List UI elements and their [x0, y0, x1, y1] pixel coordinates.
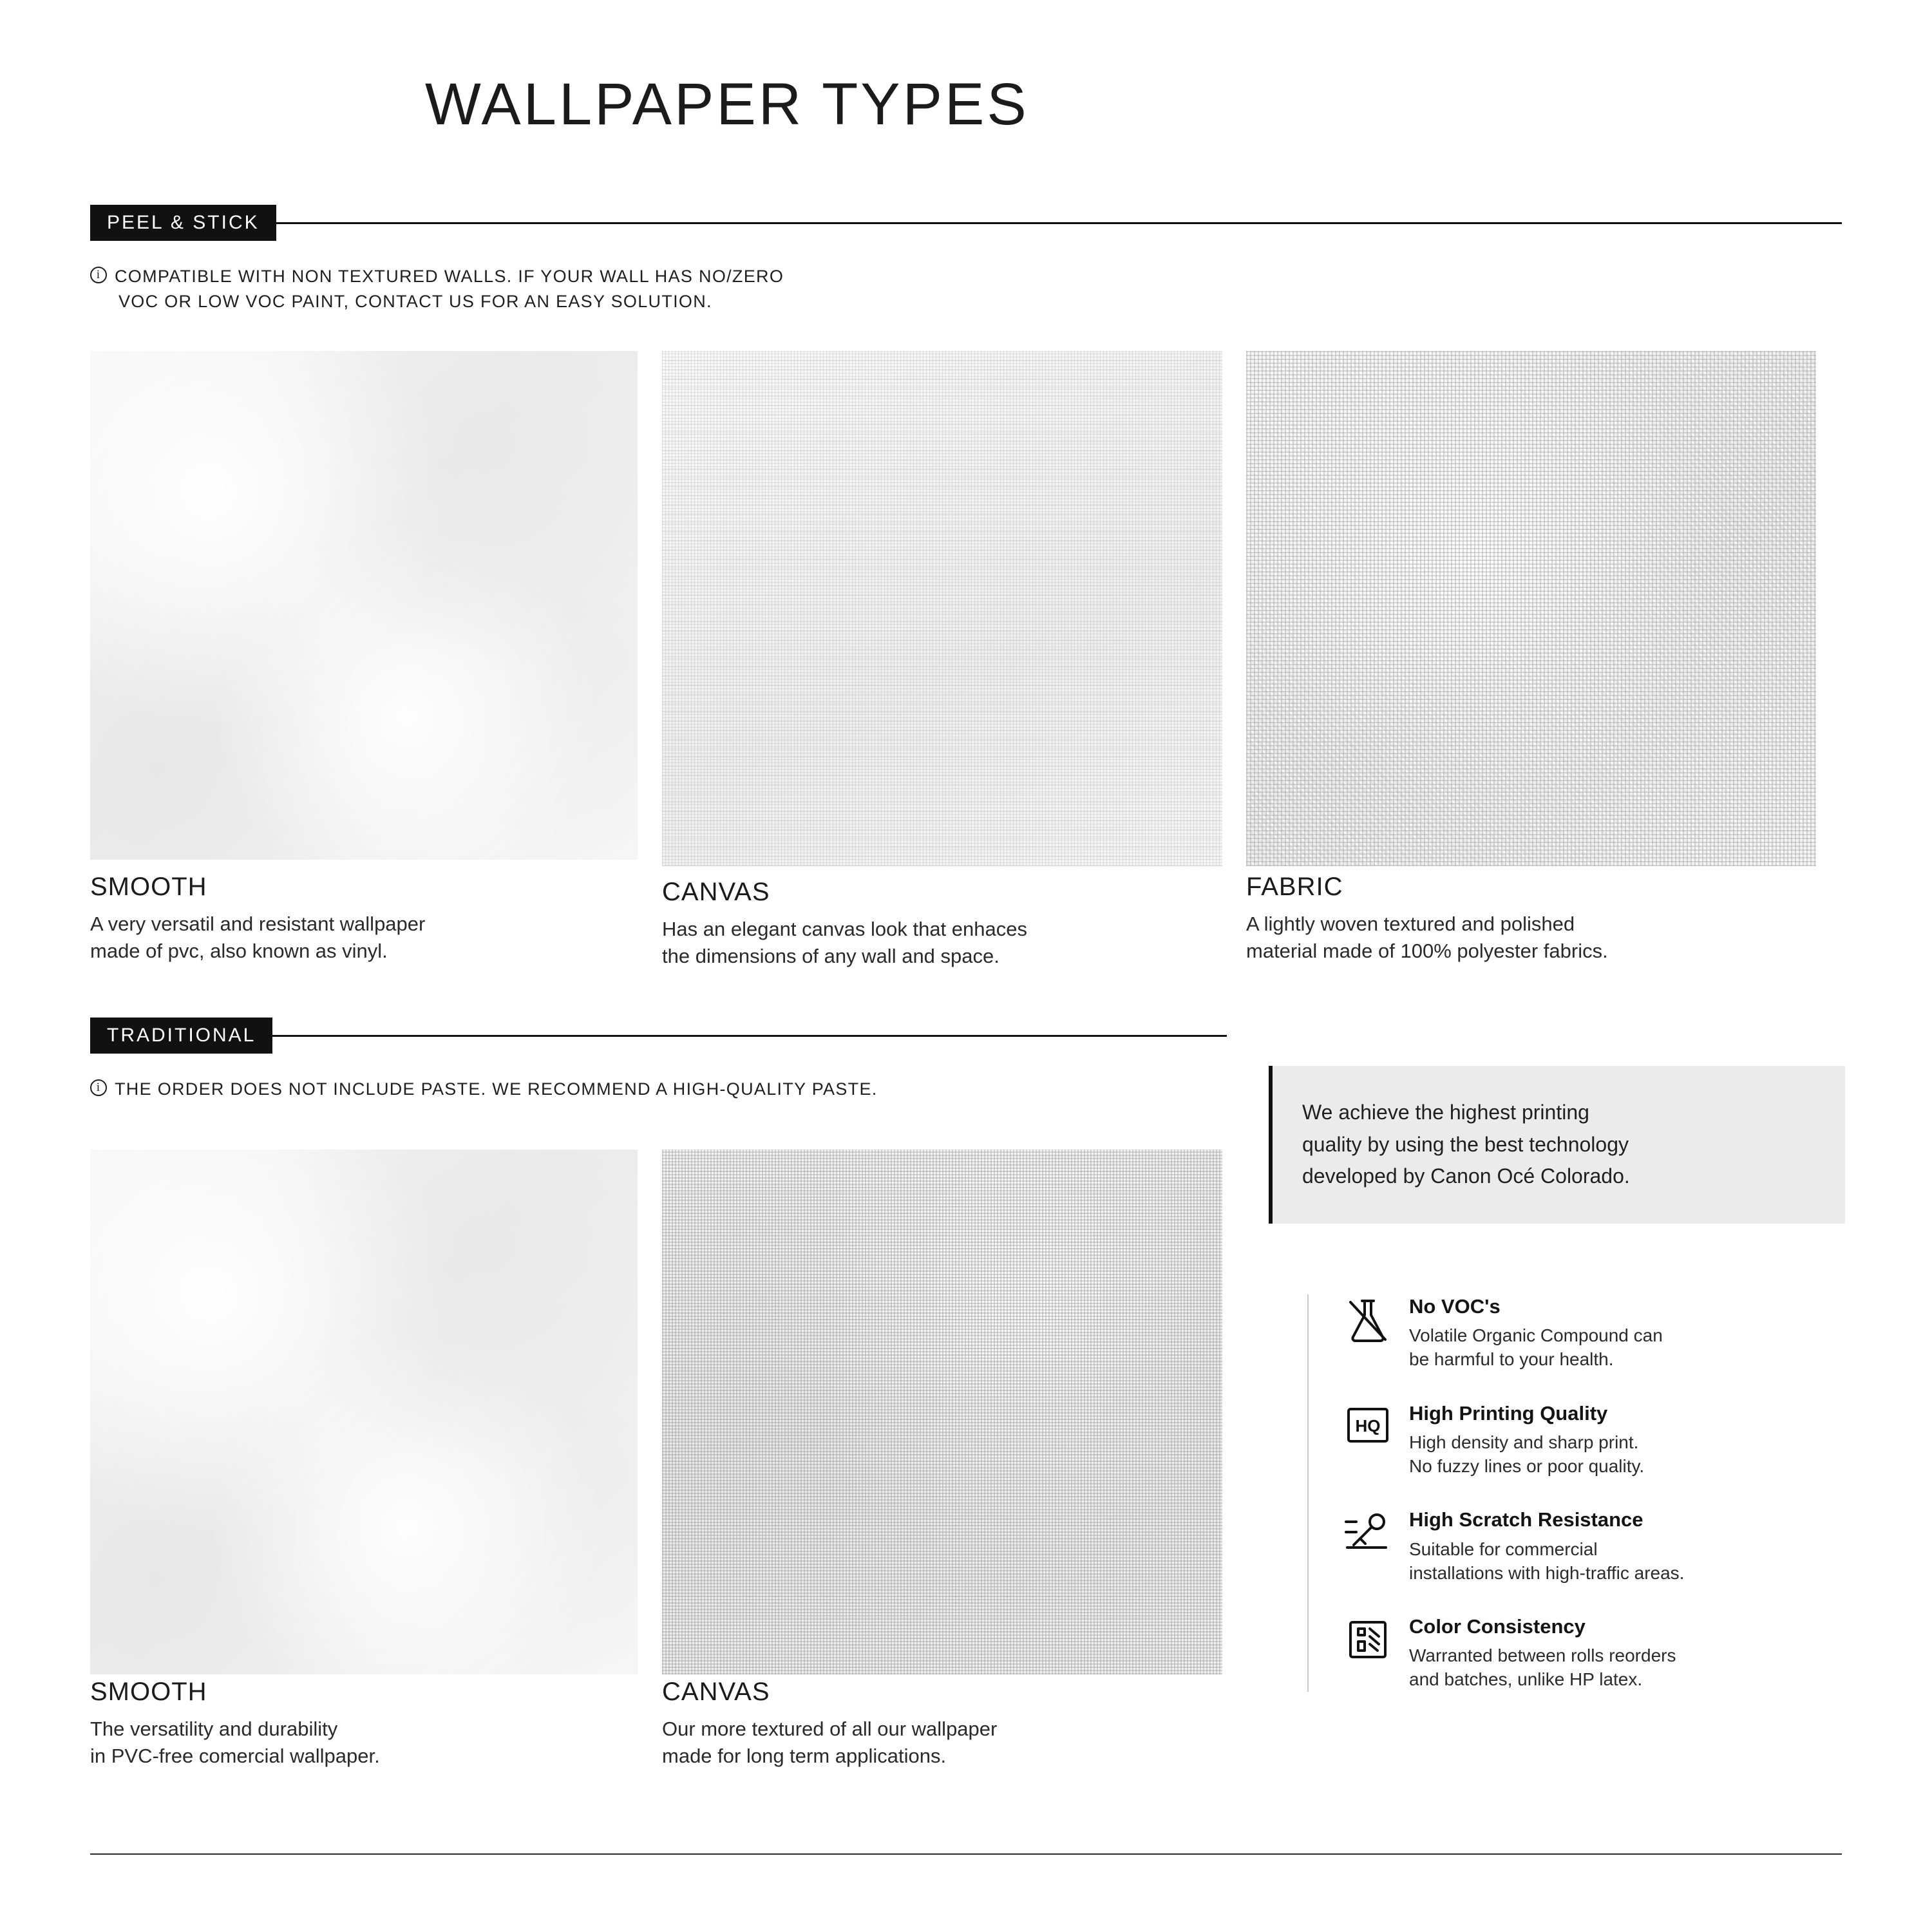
feature-description-line-1: Suitable for commercial: [1409, 1539, 1598, 1559]
feature-item-high-scratch-resistance: [1309, 1508, 1880, 1585]
swatch-caption-canvas-peel: [662, 878, 1222, 970]
swatch-description-line-2: material made of 100% polyester fabrics.: [1246, 939, 1608, 962]
swatch-caption-canvas-traditional: [662, 1678, 1242, 1770]
feature-description-line-2: and batches, unlike HP latex.: [1409, 1669, 1643, 1690]
swatch-caption-smooth-peel: [90, 873, 625, 965]
swatch-title: SMOOTH: [90, 873, 207, 901]
section-header-traditional: [90, 1018, 1227, 1054]
swatch-image-smooth-peel: [90, 351, 638, 860]
swatch-description-line-1: The versatility and durability: [90, 1718, 338, 1740]
feature-description-line-1: Volatile Organic Compound can: [1409, 1325, 1663, 1346]
section-tag-peel-and-stick: PEEL & STICK: [90, 205, 276, 241]
swatch-description: [662, 916, 1222, 970]
swatch-description-line-2: in PVC-free comercial wallpaper.: [90, 1744, 380, 1767]
swatch-title: CANVAS: [662, 1678, 770, 1706]
swatch-description: [662, 1716, 1242, 1770]
feature-description: [1409, 1430, 1880, 1478]
swatch-image-canvas-peel: [662, 351, 1222, 866]
section-divider: [276, 222, 1842, 224]
feature-description-line-2: installations with high-traffic areas.: [1409, 1562, 1685, 1583]
quote-line-1: We achieve the highest printing: [1302, 1101, 1589, 1124]
swatch-caption-smooth-traditional: [90, 1678, 625, 1770]
swatch-description-line-1: Our more textured of all our wallpaper: [662, 1718, 998, 1740]
swatch-description: [90, 1716, 625, 1770]
info-icon: [90, 265, 107, 290]
footer-divider: [90, 1853, 1842, 1855]
page-title: WALLPAPER TYPES: [425, 71, 1029, 137]
feature-description-line-2: No fuzzy lines or poor quality.: [1409, 1456, 1645, 1477]
swatch-description-line-1: A lightly woven textured and polished: [1246, 913, 1575, 935]
swatch-description: [90, 911, 625, 965]
section-header-peel-and-stick: [90, 205, 1842, 241]
swatch-title: CANVAS: [662, 878, 770, 906]
feature-description-line-1: Warranted between rolls reorders: [1409, 1645, 1676, 1666]
feature-title: High Scratch Resistance: [1409, 1508, 1643, 1531]
quote-text: [1269, 1071, 1662, 1218]
note-peel-and-stick: [90, 264, 1185, 314]
swatch-image-smooth-traditional: [90, 1150, 638, 1674]
feature-title: High Printing Quality: [1409, 1401, 1608, 1425]
section-tag-traditional: TRADITIONAL: [90, 1018, 272, 1054]
feature-description: [1409, 1537, 1880, 1585]
feature-description-line-1: High density and sharp print.: [1409, 1432, 1639, 1452]
hq-print-icon: [1343, 1401, 1392, 1446]
feature-item-no-voc: [1309, 1294, 1880, 1372]
swatch-title: SMOOTH: [90, 1678, 207, 1706]
quote-accent-bar: [1269, 1066, 1273, 1224]
feature-item-color-consistency: [1309, 1615, 1880, 1692]
note-text: THE ORDER DOES NOT INCLUDE PASTE. WE RECOMMEND A HIGH-QUALITY PASTE.: [115, 1079, 878, 1099]
feature-description: [1409, 1643, 1880, 1691]
note-traditional: [90, 1077, 1185, 1103]
info-icon: [90, 1078, 107, 1103]
swatch-description-line-2: the dimensions of any wall and space.: [662, 944, 999, 967]
feature-description: [1409, 1323, 1880, 1371]
quote-line-2: quality by using the best technology: [1302, 1132, 1629, 1156]
note-line-2: VOC OR LOW VOC PAINT, CONTACT US FOR AN EASY SOLUTION.: [118, 292, 712, 312]
note-text: [115, 264, 784, 314]
no-voc-icon: [1343, 1294, 1392, 1345]
svg-text:HQ: HQ: [1355, 1416, 1381, 1435]
swatch-description-line-2: made of pvc, also known as vinyl.: [90, 939, 388, 962]
swatch-description-line-1: A very versatil and resistant wallpaper: [90, 913, 426, 935]
swatch-description: [1246, 911, 1826, 965]
section-divider: [272, 1035, 1227, 1037]
swatch-title: FABRIC: [1246, 873, 1343, 901]
color-consistency-icon: [1343, 1615, 1392, 1662]
swatch-caption-fabric-peel: [1246, 873, 1826, 965]
scratch-resistance-icon: [1343, 1508, 1392, 1551]
swatch-image-fabric-peel: [1246, 351, 1816, 866]
feature-description-line-2: be harmful to your health.: [1409, 1349, 1614, 1370]
swatch-image-canvas-traditional: [662, 1150, 1222, 1674]
feature-title: No VOC's: [1409, 1295, 1501, 1318]
features-list: [1307, 1294, 1880, 1692]
quote-line-3: developed by Canon Océ Colorado.: [1302, 1164, 1630, 1188]
swatch-description-line-1: Has an elegant canvas look that enhaces: [662, 918, 1027, 940]
feature-item-high-printing-quality: [1309, 1401, 1880, 1479]
swatch-description-line-2: made for long term applications.: [662, 1744, 947, 1767]
printing-quality-quote: [1269, 1066, 1845, 1224]
note-line-1: COMPATIBLE WITH NON TEXTURED WALLS. IF YOUR WALL HAS NO/ZERO: [115, 267, 784, 286]
feature-title: Color Consistency: [1409, 1615, 1586, 1638]
